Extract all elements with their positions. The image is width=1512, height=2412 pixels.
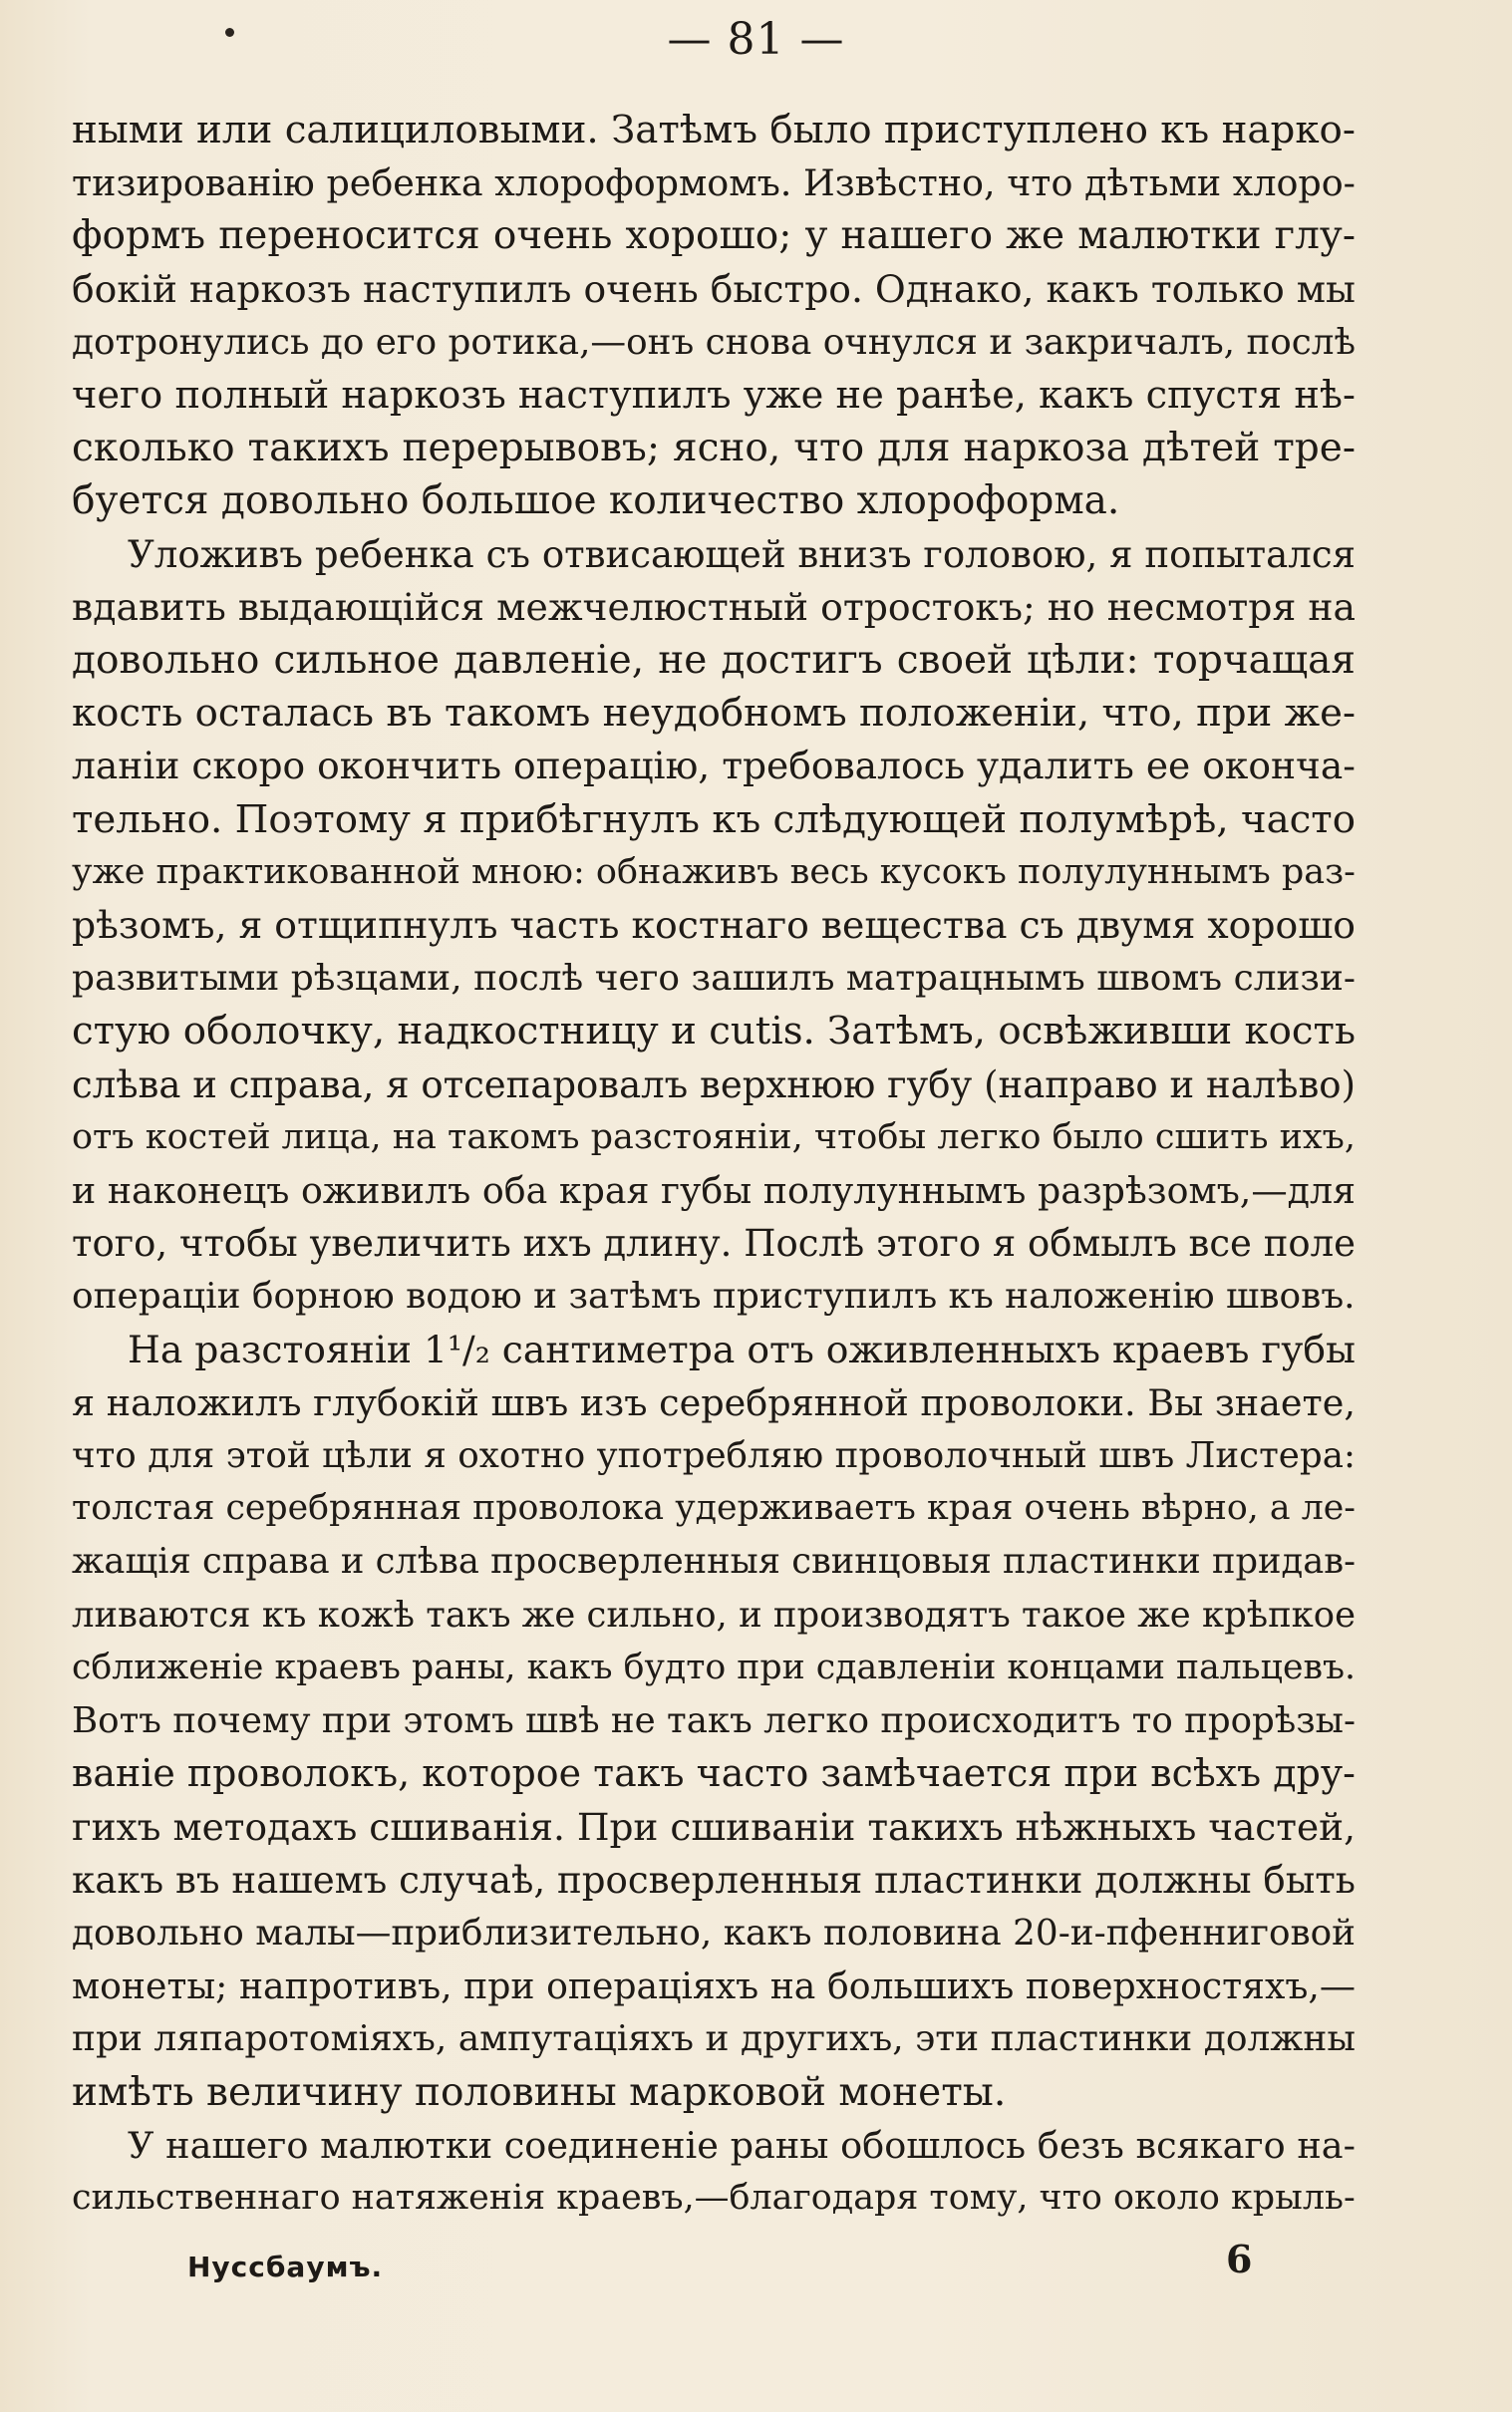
text-line: и наконецъ оживилъ оба края губы полулуннымъ разрѣзомъ,—для bbox=[72, 1169, 1356, 1213]
text-line: буется довольно большое количество хлороформа. bbox=[72, 478, 1120, 524]
text-line: имѣть величину половины марковой монеты. bbox=[72, 2069, 1007, 2115]
text-line: бокiй наркозъ наступилъ очень быстро. Однако, какъ только мы bbox=[72, 266, 1356, 311]
text-line: формъ переносится очень хорошо; у нашего же малютки глу- bbox=[72, 213, 1356, 259]
text-line: развитыми рѣзцами, послѣ чего зашилъ матрацнымъ швомъ слизи- bbox=[72, 958, 1356, 1000]
text-line: ливаются къ кожѣ такъ же сильно, и производятъ такое же крѣпкое bbox=[72, 1594, 1356, 1636]
text-line: жащiя справа и слѣва просверленныя свинцовыя пластинки придав- bbox=[72, 1541, 1356, 1583]
text-line: отъ костей лица, на такомъ разстоянiи, чтобы легко было сшить ихъ, bbox=[72, 1116, 1356, 1157]
text-line: сколько такихъ перерывовъ; ясно, что для наркоза дѣтей тре- bbox=[72, 426, 1356, 471]
text-line: чего полный наркозъ наступилъ уже не ранѣе, какъ спустя нѣ- bbox=[72, 373, 1356, 419]
text-line: слѣва и справа, я отсепаровалъ верхнюю губу (направо и налѣво) bbox=[72, 1062, 1356, 1106]
text-line: стую оболочку, надкостницу и cutis. Затѣмъ, освѣживши кость bbox=[72, 1009, 1356, 1055]
text-line: при ляпаротомiяхъ, ампутацiяхъ и другихъ, эти пластинки должны bbox=[72, 2018, 1356, 2060]
paragraph bbox=[72, 104, 1356, 528]
text-line: гихъ методахъ сшиванiя. При сшиванiи такихъ нѣжныхъ частей, bbox=[72, 1804, 1356, 1849]
paragraph bbox=[72, 1324, 1356, 2119]
text-line: тельно. Поэтому я прибѣгнулъ къ слѣдующей полумѣрѣ, часто bbox=[72, 796, 1356, 842]
text-line: толстая серебрянная проволока удерживаетъ края очень вѣрно, а ле- bbox=[72, 1488, 1356, 1529]
text-line: вдавить выдающiйся межчелюстный отростокъ; но несмотря на bbox=[72, 584, 1356, 629]
text-line: сильственнаго натяженiя краевъ,—благодаря тому, что около крыль- bbox=[72, 2177, 1356, 2218]
paragraph bbox=[72, 528, 1356, 1324]
text-line: какъ въ нашемъ случаѣ, просверленныя пластинки должны быть bbox=[72, 1858, 1356, 1902]
page-number: — 81 — bbox=[667, 14, 845, 65]
text-line: Уложивъ ребенка съ отвисающей внизъ головою, я попытался bbox=[128, 532, 1356, 576]
text-line: ванiе проволокъ, которое такъ часто замѣчается при всѣхъ дру- bbox=[72, 1751, 1356, 1796]
text-line: дотронулись до его ротика,—онъ снова очнулся и закричалъ, послѣ bbox=[72, 321, 1356, 363]
text-line: ными или салициловыми. Затѣмъ было приступлено къ нарко- bbox=[72, 108, 1356, 152]
text-line: Вотъ почему при этомъ швѣ не такъ легко происходитъ то прорѣзы- bbox=[72, 1700, 1356, 1742]
text-line: довольно сильное давленiе, не достигъ своей цѣли: торчащая bbox=[72, 638, 1356, 684]
paragraph bbox=[72, 2119, 1356, 2225]
text-line: уже практикованной мною: обнаживъ весь кусокъ полулуннымъ раз- bbox=[72, 851, 1356, 892]
text-line: сближенiе краевъ раны, какъ будто при сдавленiи концами пальцевъ. bbox=[72, 1647, 1356, 1687]
footer-signature-mark: 6 bbox=[1226, 2237, 1253, 2281]
text-line: я наложилъ глубокiй швъ изъ серебрянной проволоки. Вы знаете, bbox=[72, 1380, 1356, 1424]
text-line: тизированiю ребенка хлороформомъ. Извѣстно, что дѣтьми хлоро- bbox=[72, 161, 1356, 205]
text-line: кость осталась въ такомъ неудобномъ положенiи, что, при же- bbox=[72, 691, 1356, 737]
text-line: монеты; напротивъ, при операцiяхъ на большихъ поверхностяхъ,— bbox=[72, 1964, 1356, 2008]
text-line: что для этой цѣли я охотно употребляю проволочный швъ Листера: bbox=[72, 1435, 1356, 1477]
text-line: На разстоянiи 1¹/₂ сантиметра отъ оживленныхъ краевъ губы bbox=[128, 1327, 1356, 1371]
text-line: того, чтобы увеличить ихъ длину. Послѣ этого я обмылъ все поле bbox=[72, 1222, 1356, 1266]
text-line: рѣзомъ, я отщипнулъ часть костнаго вещества съ двумя хорошо bbox=[72, 903, 1356, 948]
text-line: довольно малы—приблизительно, какъ половина 20-и-пфенниговой bbox=[72, 1912, 1356, 1954]
body-text bbox=[72, 104, 1356, 2225]
footer-author: Нуссбаумъ. bbox=[187, 2251, 384, 2283]
text-line: У нашего малютки соединенiе раны обошлось безъ всякаго на- bbox=[128, 2123, 1356, 2167]
text-line: ланiи скоро окончить операцiю, требовалось удалить ее оконча- bbox=[72, 744, 1356, 788]
text-line: операцiи борною водою и затѣмъ приступилъ къ наложенiю швовъ. bbox=[72, 1276, 1356, 1318]
